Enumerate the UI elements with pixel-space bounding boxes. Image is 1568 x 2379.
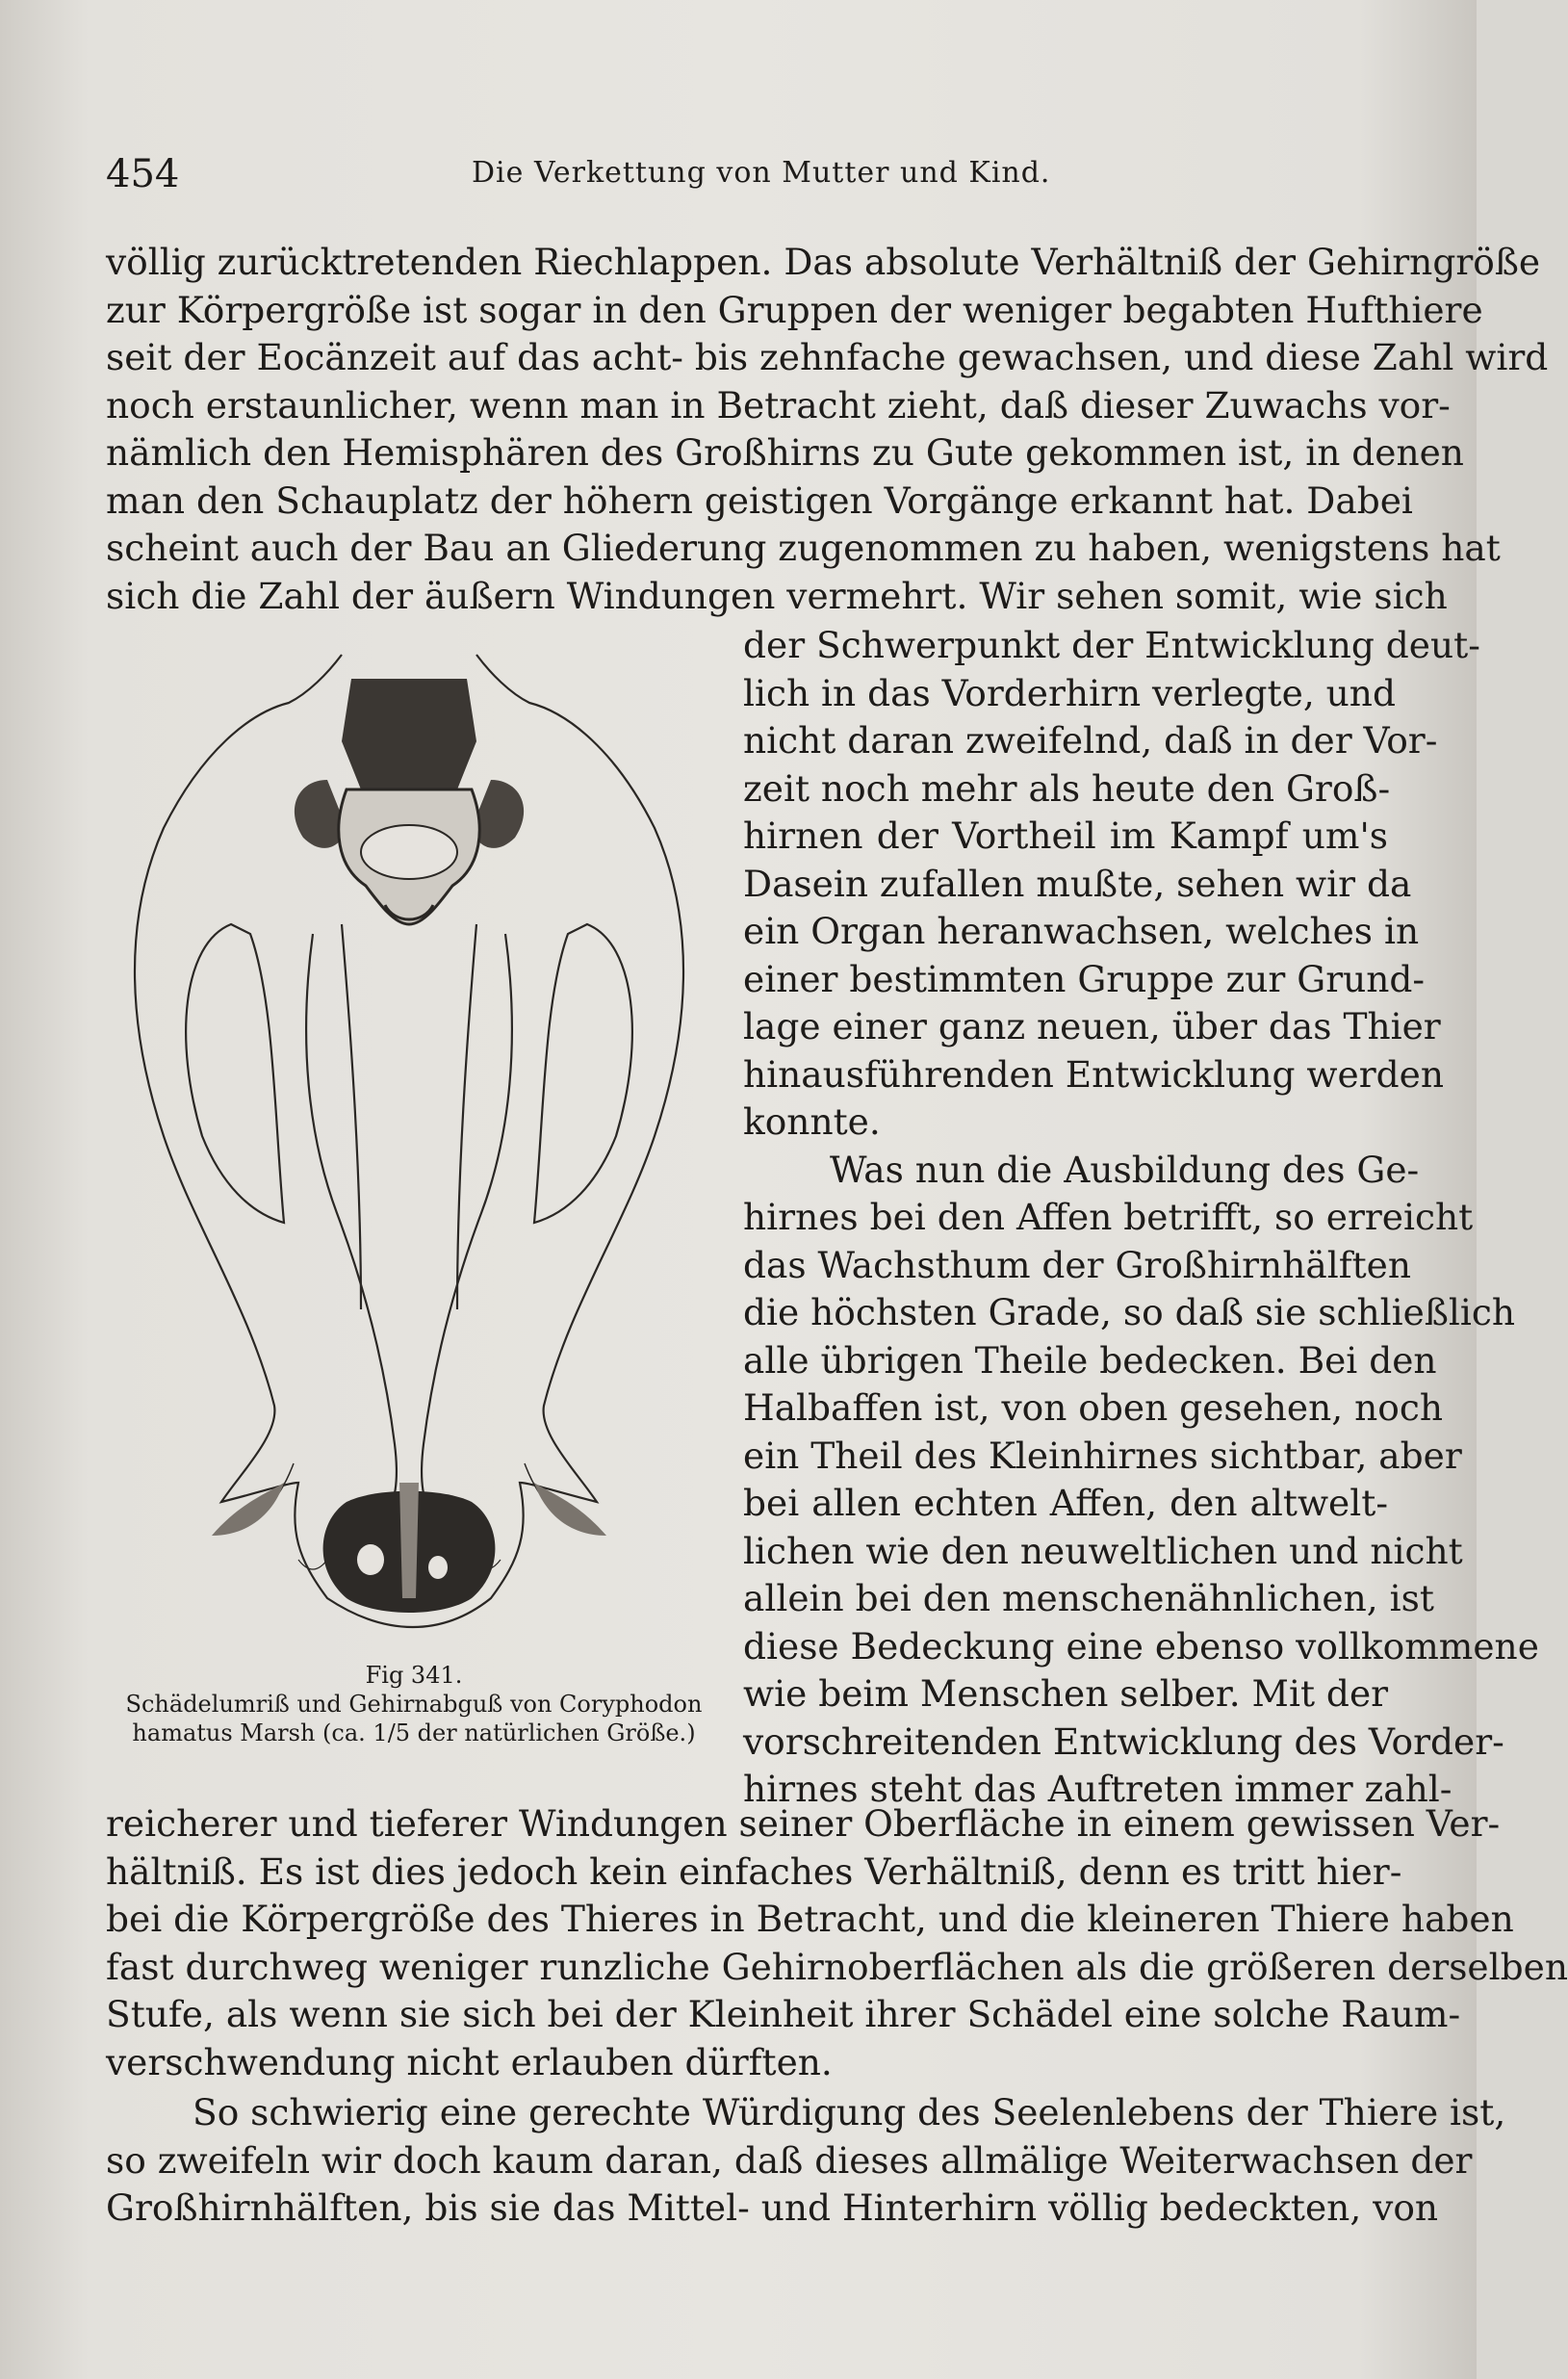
text-line: bei die Körpergröße des Thieres in Betracht, und die kleineren Thiere haben bbox=[106, 1898, 1514, 1940]
paragraph-top bbox=[106, 239, 1549, 620]
text-line: zur Körpergröße ist sogar in den Gruppen der weniger begabten Hufthiere bbox=[106, 288, 1483, 331]
paragraph-bottom bbox=[106, 2089, 1506, 2233]
text-line: völlig zurücktretenden Riechlappen. Das absolute Verhältniß der Gehirngröße bbox=[106, 241, 1541, 283]
text-line: alle übrigen Theile bedecken. Bei den bbox=[743, 1338, 1437, 1382]
text-line: So schwierig eine gerechte Würdigung des Seelenlebens der Thiere ist, bbox=[193, 2091, 1506, 2133]
text-column-right bbox=[743, 622, 1539, 1814]
text-line: der Schwerpunkt der Entwicklung deut- bbox=[743, 624, 1480, 666]
text-line: hirnen der Vortheil im Kampf um's bbox=[743, 815, 1388, 857]
text-line: man den Schauplatz der höhern geistigen Vorgänge erkannt hat. Dabei bbox=[106, 478, 1413, 522]
text-line: lich in das Vorderhirn verlegte, und bbox=[743, 671, 1396, 714]
text-line: Dasein zufallen mußte, sehen wir da bbox=[743, 862, 1412, 905]
text-line: zeit noch mehr als heute den Groß- bbox=[743, 766, 1391, 810]
text-line: bei allen echten Affen, den altwelt- bbox=[743, 1482, 1388, 1524]
text-line: konnte. bbox=[743, 1100, 881, 1143]
brain-cast-rear bbox=[323, 1483, 496, 1613]
caption-line: Schädelumriß und Gehirnabguß von Coryphodon bbox=[125, 1691, 703, 1718]
text-line: hinausführenden Entwicklung werden bbox=[743, 1052, 1444, 1096]
text-line: Was nun die Ausbildung des Ge- bbox=[830, 1148, 1420, 1191]
text-line: nicht daran zweifelnd, daß in der Vor- bbox=[743, 719, 1438, 762]
text-line: einer bestimmten Gruppe zur Grund- bbox=[743, 957, 1426, 1000]
text-line: wie beim Menschen selber. Mit der bbox=[743, 1672, 1389, 1715]
skull-brain-illustration bbox=[106, 635, 722, 1656]
text-line: hältniß. Es ist dies jedoch kein einfaches Verhältniß, denn es tritt hier- bbox=[106, 1849, 1402, 1893]
paragraph-middle bbox=[106, 1800, 1568, 2086]
text-line: Großhirnhälften, bis sie das Mittel- und Hinterhirn völlig bedeckten, von bbox=[106, 2186, 1439, 2229]
figure-number: Fig 341. bbox=[365, 1662, 463, 1689]
text-line: scheint auch der Bau an Gliederung zugenommen zu haben, wenigstens hat bbox=[106, 527, 1501, 569]
text-line: ein Organ heranwachsen, welches in bbox=[743, 910, 1420, 952]
text-line: die höchsten Grade, so daß sie schließlich bbox=[743, 1291, 1516, 1333]
text-line: fast durchweg weniger runzliche Gehirnoberflächen als die größeren derselben bbox=[106, 1945, 1568, 1988]
text-line: hirnes bei den Affen betrifft, so erreicht bbox=[743, 1196, 1474, 1238]
text-line: lage einer ganz neuen, über das Thier bbox=[743, 1005, 1441, 1047]
text-line: Stufe, als wenn sie sich bei der Kleinheit ihrer Schädel eine solche Raum- bbox=[106, 1993, 1461, 2035]
page-header bbox=[106, 152, 1384, 210]
text-line: lichen wie den neuweltlichen und nicht bbox=[743, 1529, 1463, 1572]
brain-cast-front bbox=[295, 679, 524, 924]
text-line: diese Bedeckung eine ebenso vollkommene bbox=[743, 1624, 1539, 1668]
caption-line: hamatus Marsh (ca. 1/5 der natürlichen Größe.) bbox=[132, 1720, 696, 1746]
left-flange bbox=[212, 1483, 284, 1536]
text-line: das Wachsthum der Großhirnhälften bbox=[743, 1243, 1411, 1286]
page-number: 454 bbox=[106, 152, 180, 196]
text-line: verschwendung nicht erlauben dürften. bbox=[106, 2040, 833, 2083]
text-line: vorschreitenden Entwicklung des Vorder- bbox=[743, 1720, 1504, 1763]
text-line: seit der Eocänzeit auf das acht- bis zehnfache gewachsen, und diese Zahl wird bbox=[106, 336, 1549, 378]
text-line: ein Theil des Kleinhirnes sichtbar, aber bbox=[743, 1434, 1462, 1477]
figure-caption bbox=[106, 1661, 722, 1747]
text-line: reicherer und tieferer Windungen seiner Oberfläche in einem gewissen Ver- bbox=[106, 1802, 1501, 1845]
text-line: sich die Zahl der äußern Windungen vermehrt. Wir sehen somit, wie sich bbox=[106, 574, 1448, 617]
running-title: Die Verkettung von Mutter und Kind. bbox=[472, 156, 1051, 190]
text-line: so zweifeln wir doch kaum daran, daß dieses allmälige Weiterwachsen der bbox=[106, 2138, 1473, 2182]
right-flange bbox=[534, 1483, 606, 1536]
text-line: Halbaffen ist, von oben gesehen, noch bbox=[743, 1386, 1444, 1429]
text-line: allein bei den menschenähnlichen, ist bbox=[743, 1577, 1434, 1619]
text-line: hirnes steht das Auftreten immer zahl- bbox=[743, 1768, 1452, 1810]
skull-outline-drawing bbox=[106, 635, 722, 1656]
text-line: noch erstaunlicher, wenn man in Betracht zieht, daß dieser Zuwachs vor- bbox=[106, 383, 1451, 427]
text-line: nämlich den Hemisphären des Großhirns zu Gute gekommen ist, in denen bbox=[106, 431, 1464, 474]
